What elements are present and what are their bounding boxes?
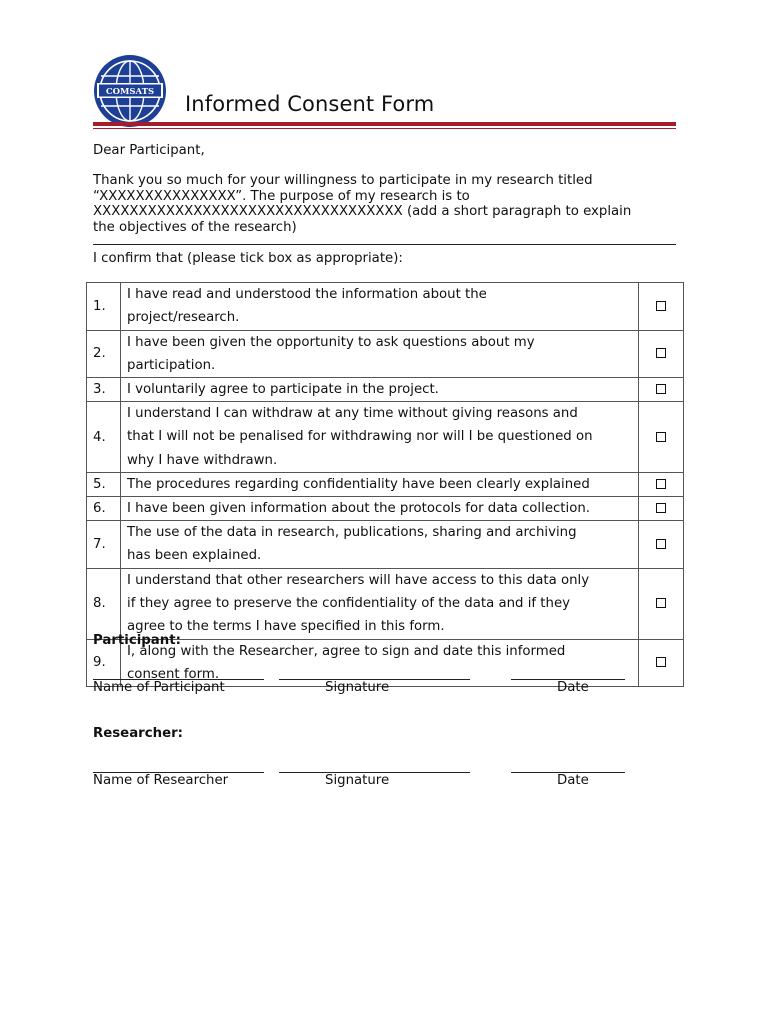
statement-line: I understand that other researchers will have access to this data only xyxy=(127,572,590,588)
statement-line: why I have withdrawn. xyxy=(127,452,278,468)
statement-line: participation. xyxy=(127,357,216,373)
separator-line xyxy=(93,244,676,245)
participant-date-label: Date xyxy=(557,680,589,695)
row-number: 8. xyxy=(87,568,121,639)
checkbox-empty-icon[interactable] xyxy=(656,657,666,667)
tick-cell[interactable] xyxy=(639,639,684,687)
row-statement xyxy=(121,378,639,402)
comsats-logo xyxy=(93,54,167,128)
row-statement xyxy=(121,497,639,521)
consent-row xyxy=(87,568,684,639)
row-number: 7. xyxy=(87,521,121,569)
consent-row xyxy=(87,378,684,402)
checkbox-empty-icon[interactable] xyxy=(656,503,666,513)
tick-cell[interactable] xyxy=(639,497,684,521)
participant-name-label: Name of Participant xyxy=(93,680,225,695)
row-statement xyxy=(121,568,639,639)
row-statement xyxy=(121,521,639,569)
row-number: 4. xyxy=(87,402,121,473)
statement-line: The procedures regarding confidentiality have been clearly explained xyxy=(127,477,590,493)
participant-signature-label: Signature xyxy=(325,680,390,695)
consent-row xyxy=(87,402,684,473)
tick-cell[interactable] xyxy=(639,521,684,569)
statement-line: I have been given the opportunity to ask questions about my xyxy=(127,334,535,350)
row-number: 6. xyxy=(87,497,121,521)
checkbox-empty-icon[interactable] xyxy=(656,432,666,442)
row-statement xyxy=(121,473,639,497)
intro-paragraph xyxy=(93,173,683,235)
statement-line: I understand I can withdraw at any time without giving reasons and xyxy=(127,406,578,422)
statement-line: The use of the data in research, publications, sharing and archiving xyxy=(127,525,577,541)
statement-line: if they agree to preserve the confidentiality of the data and if they xyxy=(127,595,570,611)
researcher-date-label: Date xyxy=(557,773,589,788)
tick-cell[interactable] xyxy=(639,330,684,378)
greeting: Dear Participant, xyxy=(93,143,205,158)
confirm-instruction: I confirm that (please tick box as appropriate): xyxy=(93,251,403,266)
tick-cell[interactable] xyxy=(639,378,684,402)
consent-row xyxy=(87,521,684,569)
consent-row xyxy=(87,497,684,521)
researcher-signature-label: Signature xyxy=(325,773,390,788)
checkbox-empty-icon[interactable] xyxy=(656,348,666,358)
paragraph-line: XXXXXXXXXXXXXXXXXXXXXXXXXXXXXXXXXX (add a short paragraph to explain xyxy=(93,204,632,219)
tick-cell[interactable] xyxy=(639,473,684,497)
statement-line: I have read and understood the information about the xyxy=(127,287,487,302)
tick-cell[interactable] xyxy=(639,568,684,639)
row-statement xyxy=(121,402,639,473)
header-rule-thick xyxy=(93,122,676,126)
row-number: 2. xyxy=(87,330,121,378)
paragraph-line: “XXXXXXXXXXXXXXX”. The purpose of my research is to xyxy=(93,188,470,204)
statement-line: I voluntarily agree to participate in the project. xyxy=(127,382,439,398)
checkbox-empty-icon[interactable] xyxy=(656,598,666,608)
consent-row xyxy=(87,473,684,497)
statement-line: I, along with the Researcher, agree to sign and date this informed xyxy=(127,643,566,659)
statement-line: consent form. xyxy=(127,666,220,682)
statement-line: I have been given information about the protocols for data collection. xyxy=(127,501,591,517)
checkbox-empty-icon[interactable] xyxy=(656,384,666,394)
consent-row xyxy=(87,283,684,331)
statement-line: agree to the terms I have specified in this form. xyxy=(127,619,445,635)
row-number: 1. xyxy=(87,283,121,331)
researcher-name-label: Name of Researcher xyxy=(93,773,229,788)
row-number: 5. xyxy=(87,473,121,497)
header-rule-thin xyxy=(93,128,676,129)
paragraph-line: Thank you so much for your willingness to participate in my research titled xyxy=(93,173,593,188)
tick-cell[interactable] xyxy=(639,283,684,331)
checkbox-empty-icon[interactable] xyxy=(656,479,666,489)
logo-text: COMSATS xyxy=(105,87,155,97)
row-statement xyxy=(121,330,639,378)
row-statement xyxy=(121,283,639,331)
tick-cell[interactable] xyxy=(639,402,684,473)
paragraph-line: the objectives of the research) xyxy=(93,219,297,235)
researcher-heading: Researcher: xyxy=(93,726,183,741)
row-number: 9. xyxy=(87,639,121,687)
statement-line: project/research. xyxy=(127,310,240,326)
page-title: Informed Consent Form xyxy=(185,92,435,116)
consent-row xyxy=(87,330,684,378)
statement-line: has been explained. xyxy=(127,548,262,564)
participant-heading: Participant: xyxy=(93,633,181,648)
checkbox-empty-icon[interactable] xyxy=(656,301,666,311)
row-number: 3. xyxy=(87,378,121,402)
statement-line: that I will not be penalised for withdrawing nor will I be questioned on xyxy=(127,429,593,445)
checkbox-empty-icon[interactable] xyxy=(656,539,666,549)
consent-table xyxy=(86,282,684,687)
